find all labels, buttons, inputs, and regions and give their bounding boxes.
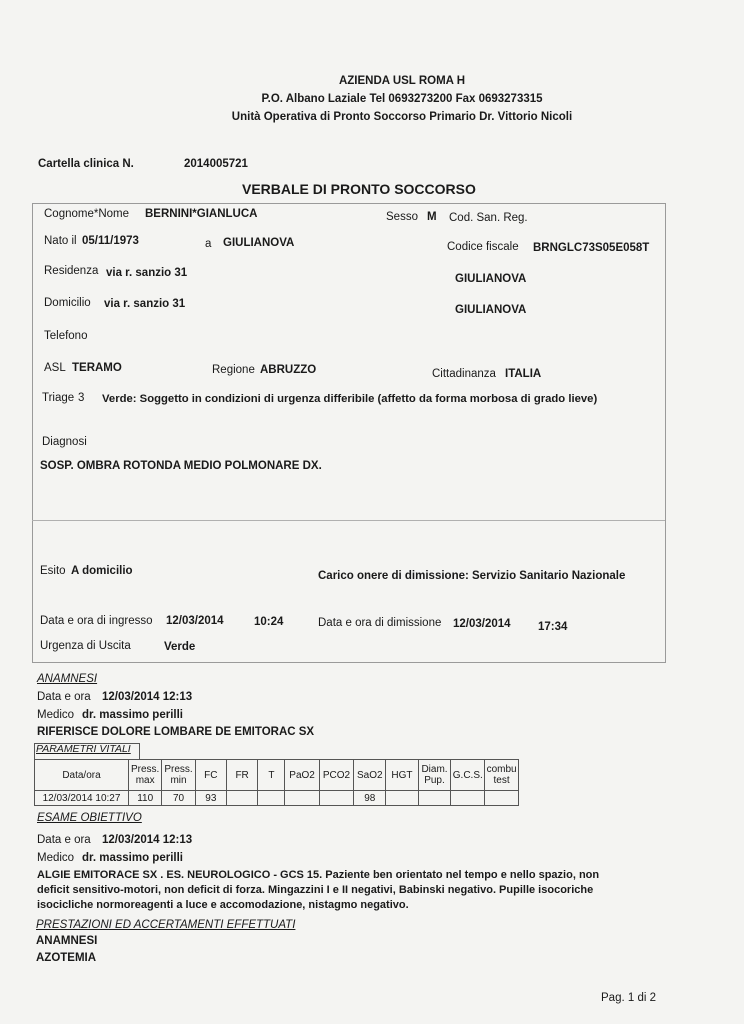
cartella-label: Cartella clinica N. (38, 158, 134, 170)
cell-press-min: 70 (162, 791, 195, 806)
parametri-table (34, 759, 519, 806)
triage-label: Triage (42, 392, 75, 404)
cell-pao2 (285, 791, 319, 806)
anamnesi-data-value: 12/03/2014 12:13 (102, 691, 193, 703)
hdr-sao2: SaO2 (354, 760, 386, 791)
esito-label: Esito (40, 565, 66, 577)
esame-line-1: ALGIE EMITORACE SX . ES. NEUROLOGICO - GCS 15. Paziente ben orientato nel tempo e nello spazio, non (37, 869, 600, 881)
hdr-t: T (258, 760, 285, 791)
residenza-citta: GIULIANOVA (455, 273, 527, 285)
diagnosi-value: SOSP. OMBRA ROTONDA MEDIO POLMONARE DX. (40, 460, 322, 472)
cognome-value: BERNINI*GIANLUCA (145, 208, 258, 220)
nato-label: Nato il (44, 235, 77, 247)
hdr-gcs: G.C.S. (451, 760, 485, 791)
cittadinanza-value: ITALIA (505, 368, 542, 380)
cell-fr (226, 791, 257, 806)
esame-medico-value: dr. massimo perilli (82, 852, 183, 864)
domicilio-value: via r. sanzio 31 (104, 298, 186, 310)
domicilio-citta: GIULIANOVA (455, 304, 527, 316)
ingresso-label: Data e ora di ingresso (40, 615, 153, 627)
prestazioni-title: PRESTAZIONI ED ACCERTAMENTI EFFETTUATI (36, 919, 296, 931)
cell-pco2 (319, 791, 354, 806)
prestazioni-item-2: AZOTEMIA (36, 952, 97, 964)
esame-data-value: 12/03/2014 12:13 (102, 834, 193, 846)
cittadinanza-label: Cittadinanza (432, 368, 496, 380)
cognome-label: Cognome*Nome (44, 208, 130, 220)
cell-hgt (386, 791, 418, 806)
cf-value: BRNGLC73S05E058T (533, 242, 650, 254)
anamnesi-text: RIFERISCE DOLORE LOMBARE DE EMITORAC SX (37, 726, 315, 738)
hdr-press-min: Press. min (162, 760, 195, 791)
diagnosi-label: Diagnosi (42, 436, 87, 448)
hdr-fc: FC (195, 760, 226, 791)
codsan-label: Cod. San. Reg. (449, 212, 528, 224)
esito-value: A domicilio (71, 565, 133, 577)
residenza-value: via r. sanzio 31 (106, 267, 188, 279)
dimissione-label: Data e ora di dimissione (318, 617, 442, 629)
cell-gcs (451, 791, 485, 806)
cell-t (258, 791, 285, 806)
dimissione-data: 12/03/2014 (453, 618, 511, 630)
esame-title: ESAME OBIETTIVO (37, 812, 142, 824)
regione-label: Regione (212, 364, 255, 376)
nato-value: 05/11/1973 (82, 235, 139, 247)
box-divider (32, 520, 665, 521)
cell-sao2: 98 (354, 791, 386, 806)
cell-combu-test (485, 791, 519, 806)
telefono-label: Telefono (44, 330, 88, 342)
parametri-header-row (35, 760, 519, 791)
hdr-fr: FR (226, 760, 257, 791)
residenza-label: Residenza (44, 265, 99, 277)
parametri-title: PARAMETRI VITALI (36, 743, 131, 755)
cell-press-max: 110 (129, 791, 162, 806)
cf-label: Codice fiscale (447, 241, 519, 253)
cell-fc: 93 (195, 791, 226, 806)
esame-line-3: isocicliche normoreagenti a luce e accomodazione, nistagmo negativo. (37, 899, 409, 911)
hdr-pao2: PaO2 (285, 760, 319, 791)
esame-medico-label: Medico (37, 852, 75, 864)
prestazioni-item-1: ANAMNESI (36, 935, 98, 947)
cell-diam-pup (418, 791, 451, 806)
ingresso-ora: 10:24 (254, 616, 284, 628)
page-number: Pag. 1 di 2 (601, 992, 656, 1004)
hdr-press-max: Press. max (129, 760, 162, 791)
header-line-1: AZIENDA USL ROMA H (338, 75, 466, 87)
domicilio-label: Domicilio (44, 297, 91, 309)
hdr-data-ora: Data/ora (35, 760, 129, 791)
anamnesi-data-label: Data e ora (37, 691, 91, 703)
sesso-label: Sesso (386, 211, 418, 223)
a-label: a (205, 238, 212, 250)
parametri-header-line (34, 743, 140, 760)
luogo-nascita: GIULIANOVA (223, 237, 295, 249)
document-title: VERBALE DI PRONTO SOCCORSO (242, 181, 476, 197)
hdr-diam-pup: Diam. Pup. (418, 760, 451, 791)
dimissione-ora: 17:34 (538, 621, 568, 633)
header-line-2: P.O. Albano Laziale Tel 0693273200 Fax 0693273315 (261, 93, 543, 105)
triage-number: 3 (78, 392, 85, 404)
asl-label: ASL (44, 362, 66, 374)
cell-data-ora: 12/03/2014 10:27 (35, 791, 129, 806)
anamnesi-title: ANAMNESI (37, 673, 98, 685)
sesso-value: M (427, 211, 437, 223)
triage-value: Verde: Soggetto in condizioni di urgenza differibile (affetto da forma morbosa di grado lieve) (102, 393, 598, 405)
carico-onere: Carico onere di dimissione: Servizio Sanitario Nazionale (318, 570, 626, 582)
esame-line-2: deficit sensitivo-motori, non deficit di forza. Mingazzini I e II negativi, Babinski negativo. Pupille isocoriche (37, 884, 594, 896)
urgenza-value: Verde (164, 641, 196, 653)
hdr-hgt: HGT (386, 760, 418, 791)
urgenza-label: Urgenza di Uscita (40, 640, 131, 652)
cartella-value: 2014005721 (184, 158, 248, 170)
esame-data-label: Data e ora (37, 834, 91, 846)
asl-value: TERAMO (72, 362, 122, 374)
parametri-data-row (35, 791, 519, 806)
header-line-3: Unità Operativa di Pronto Soccorso Primario Dr. Vittorio Nicoli (231, 111, 573, 123)
anamnesi-medico-label: Medico (37, 709, 75, 721)
anamnesi-medico-value: dr. massimo perilli (82, 709, 183, 721)
hdr-pco2: PCO2 (319, 760, 354, 791)
ingresso-data: 12/03/2014 (166, 615, 224, 627)
regione-value: ABRUZZO (260, 364, 317, 376)
hdr-combu-test: combu test (485, 760, 519, 791)
